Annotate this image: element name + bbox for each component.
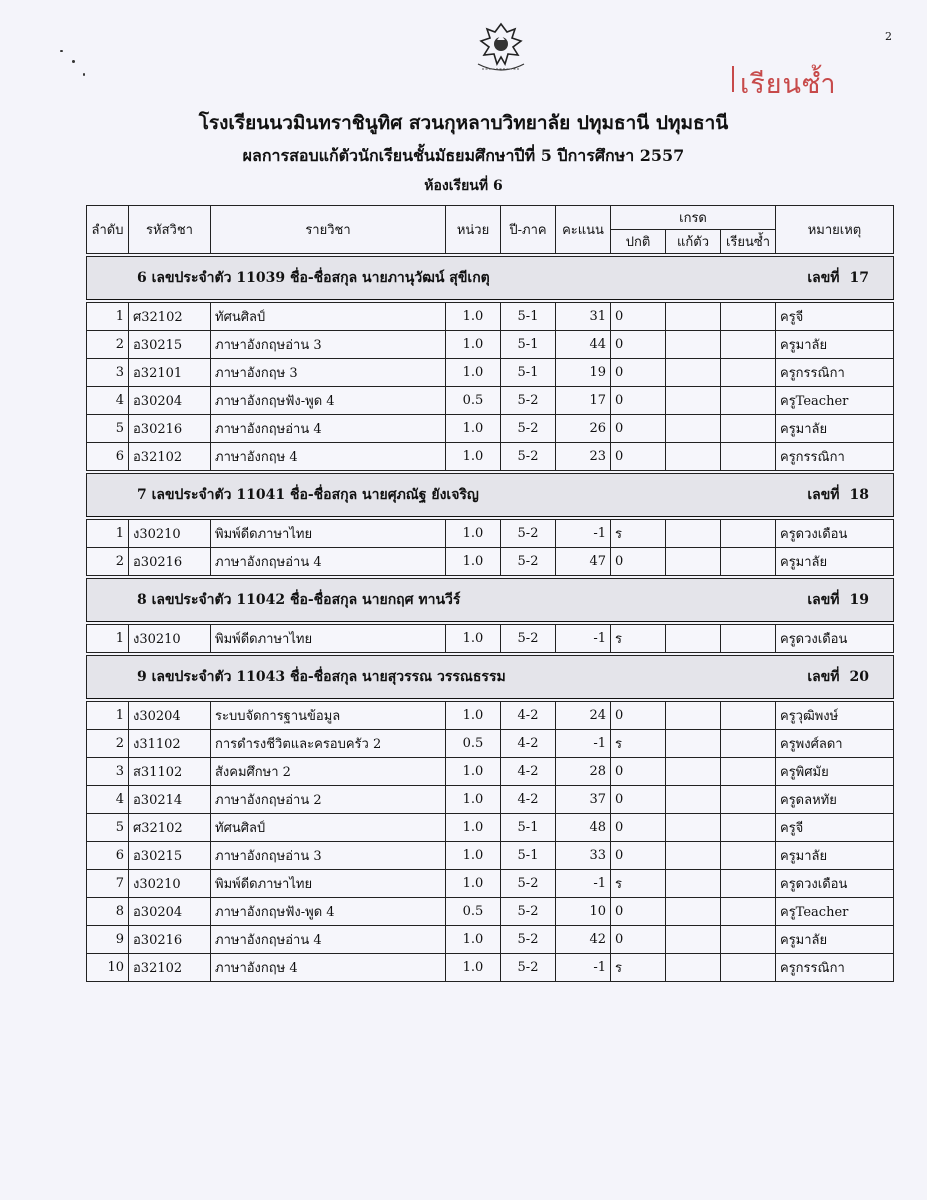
grade-normal: 0 xyxy=(611,814,666,842)
course-code: อ30214 xyxy=(129,786,211,814)
course-score: 47 xyxy=(556,548,611,576)
course-term: 5-2 xyxy=(501,870,556,898)
grade-normal: 0 xyxy=(611,842,666,870)
grade-fix xyxy=(666,303,721,331)
course-unit: 1.0 xyxy=(446,331,501,359)
course-score: 44 xyxy=(556,331,611,359)
course-code: ง30210 xyxy=(129,625,211,653)
student-info: 9 เลขประจำตัว 11043 ชื่อ-ชื่อสกุล นายสุวรรณ วรรณธรรม xyxy=(137,669,506,685)
course-number: 1 xyxy=(87,520,129,548)
grade-repeat xyxy=(721,814,776,842)
course-unit: 0.5 xyxy=(446,898,501,926)
header-grade-fix: แก้ตัว xyxy=(666,230,721,254)
teacher-remark: ครูกรรณิกา xyxy=(776,443,894,471)
course-row xyxy=(87,814,894,842)
course-number: 6 xyxy=(87,443,129,471)
student-seat xyxy=(807,666,889,688)
course-number: 2 xyxy=(87,548,129,576)
teacher-remark: ครูมาลัย xyxy=(776,331,894,359)
grade-fix xyxy=(666,520,721,548)
course-code: อ30216 xyxy=(129,548,211,576)
course-score: -1 xyxy=(556,954,611,982)
grade-repeat xyxy=(721,842,776,870)
course-unit: 0.5 xyxy=(446,387,501,415)
course-score: -1 xyxy=(556,625,611,653)
course-unit: 1.0 xyxy=(446,443,501,471)
course-unit: 1.0 xyxy=(446,926,501,954)
seat-number: 18 xyxy=(849,487,869,503)
grade-fix xyxy=(666,702,721,730)
student-seat xyxy=(807,267,889,289)
course-term: 4-2 xyxy=(501,730,556,758)
course-row xyxy=(87,415,894,443)
grade-repeat xyxy=(721,359,776,387)
stamp-mark xyxy=(732,66,734,92)
grade-repeat xyxy=(721,898,776,926)
teacher-remark: ครูมาลัย xyxy=(776,842,894,870)
course-number: 10 xyxy=(87,954,129,982)
student-info: 6 เลขประจำตัว 11039 ชื่อ-ชื่อสกุล นายภานุวัฒน์ สุขีเกตุ xyxy=(137,270,490,286)
course-unit: 1.0 xyxy=(446,870,501,898)
student-seat xyxy=(807,484,889,506)
header-code: รหัสวิชา xyxy=(129,206,211,254)
course-name: ทัศนศิลป์ xyxy=(211,814,446,842)
course-code: อ30215 xyxy=(129,842,211,870)
course-code: ง30204 xyxy=(129,702,211,730)
grade-fix xyxy=(666,786,721,814)
course-score: 24 xyxy=(556,702,611,730)
course-name: ภาษาอังกฤษอ่าน 3 xyxy=(211,331,446,359)
course-row xyxy=(87,625,894,653)
course-score: 37 xyxy=(556,786,611,814)
header-term: ปี-ภาค xyxy=(501,206,556,254)
grade-normal: ร xyxy=(611,870,666,898)
grade-repeat xyxy=(721,443,776,471)
course-row xyxy=(87,786,894,814)
student-info: 8 เลขประจำตัว 11042 ชื่อ-ชื่อสกุล นายกฤศ ทานวีร์ xyxy=(137,592,461,608)
teacher-remark: ครูดลหทัย xyxy=(776,786,894,814)
course-name: ภาษาอังกฤษอ่าน 4 xyxy=(211,926,446,954)
grade-repeat xyxy=(721,730,776,758)
course-term: 4-2 xyxy=(501,786,556,814)
course-row xyxy=(87,870,894,898)
course-number: 3 xyxy=(87,359,129,387)
course-name: ภาษาอังกฤษอ่าน 4 xyxy=(211,548,446,576)
course-row xyxy=(87,331,894,359)
student-header-row xyxy=(87,656,894,699)
scan-speck xyxy=(83,73,85,76)
course-number: 2 xyxy=(87,331,129,359)
course-score: -1 xyxy=(556,870,611,898)
grade-normal: 0 xyxy=(611,387,666,415)
course-score: 26 xyxy=(556,415,611,443)
teacher-remark: ครูพิศมัย xyxy=(776,758,894,786)
course-code: อ30215 xyxy=(129,331,211,359)
course-number: 1 xyxy=(87,702,129,730)
course-score: -1 xyxy=(556,520,611,548)
course-term: 5-1 xyxy=(501,814,556,842)
grade-repeat xyxy=(721,758,776,786)
course-name: พิมพ์ดีดภาษาไทย xyxy=(211,625,446,653)
student-info: 7 เลขประจำตัว 11041 ชื่อ-ชื่อสกุล นายศุภณัฐ ยังเจริญ xyxy=(137,487,479,503)
course-number: 6 xyxy=(87,842,129,870)
teacher-remark: ครูมาลัย xyxy=(776,926,894,954)
course-row xyxy=(87,898,894,926)
course-unit: 1.0 xyxy=(446,359,501,387)
grade-fix xyxy=(666,625,721,653)
seat-label: เลขที่ xyxy=(807,669,840,685)
course-row xyxy=(87,359,894,387)
course-code: ศ32102 xyxy=(129,303,211,331)
course-score: 48 xyxy=(556,814,611,842)
course-unit: 1.0 xyxy=(446,786,501,814)
course-row xyxy=(87,954,894,982)
course-row xyxy=(87,730,894,758)
course-unit: 1.0 xyxy=(446,303,501,331)
grade-normal: 0 xyxy=(611,702,666,730)
course-term: 5-2 xyxy=(501,548,556,576)
teacher-remark: ครูจี xyxy=(776,814,894,842)
seat-label: เลขที่ xyxy=(807,270,840,286)
student-header-cell xyxy=(87,656,894,699)
student-header-row xyxy=(87,257,894,300)
seat-number: 20 xyxy=(849,669,869,685)
course-name: ทัศนศิลป์ xyxy=(211,303,446,331)
grade-normal: ร xyxy=(611,954,666,982)
course-code: ง31102 xyxy=(129,730,211,758)
header-unit: หน่วย xyxy=(446,206,501,254)
course-unit: 1.0 xyxy=(446,548,501,576)
grade-fix xyxy=(666,926,721,954)
grade-repeat xyxy=(721,954,776,982)
scan-speck xyxy=(60,50,63,52)
grade-fix xyxy=(666,814,721,842)
course-unit: 0.5 xyxy=(446,730,501,758)
course-term: 5-2 xyxy=(501,898,556,926)
teacher-remark: ครูดวงเดือน xyxy=(776,520,894,548)
grade-fix xyxy=(666,443,721,471)
teacher-remark: ครูจี xyxy=(776,303,894,331)
course-score: 17 xyxy=(556,387,611,415)
grade-repeat xyxy=(721,303,776,331)
student-header-cell xyxy=(87,579,894,622)
course-number: 4 xyxy=(87,387,129,415)
student-header-row xyxy=(87,474,894,517)
header-grade: เกรด xyxy=(611,206,776,230)
course-code: อ30216 xyxy=(129,415,211,443)
grade-fix xyxy=(666,331,721,359)
grade-repeat xyxy=(721,387,776,415)
course-unit: 1.0 xyxy=(446,415,501,443)
course-code: อ30204 xyxy=(129,898,211,926)
grade-fix xyxy=(666,730,721,758)
course-unit: 1.0 xyxy=(446,814,501,842)
grade-repeat xyxy=(721,870,776,898)
course-row xyxy=(87,702,894,730)
course-number: 4 xyxy=(87,786,129,814)
grade-fix xyxy=(666,548,721,576)
course-term: 5-1 xyxy=(501,359,556,387)
teacher-remark: ครูดวงเดือน xyxy=(776,625,894,653)
course-term: 5-2 xyxy=(501,954,556,982)
course-name: ภาษาอังกฤษอ่าน 4 xyxy=(211,415,446,443)
course-name: ภาษาอังกฤษฟัง-พูด 4 xyxy=(211,387,446,415)
course-number: 3 xyxy=(87,758,129,786)
grade-repeat xyxy=(721,926,776,954)
grade-normal: ร xyxy=(611,730,666,758)
course-code: อ30204 xyxy=(129,387,211,415)
course-unit: 1.0 xyxy=(446,520,501,548)
classroom-label: ห้องเรียนที่ 6 xyxy=(424,178,503,194)
course-row xyxy=(87,520,894,548)
course-code: ศ32102 xyxy=(129,814,211,842)
course-term: 4-2 xyxy=(501,758,556,786)
course-score: -1 xyxy=(556,730,611,758)
scan-speck xyxy=(72,60,75,63)
course-number: 1 xyxy=(87,303,129,331)
course-name: ภาษาอังกฤษ 4 xyxy=(211,443,446,471)
course-row xyxy=(87,758,894,786)
teacher-remark: ครูวุฒิพงษ์ xyxy=(776,702,894,730)
page-number: 2 xyxy=(885,30,892,43)
teacher-remark: ครูกรรณิกา xyxy=(776,359,894,387)
student-header-cell xyxy=(87,257,894,300)
grade-normal: ร xyxy=(611,520,666,548)
course-term: 5-2 xyxy=(501,926,556,954)
repeat-stamp: เรียนซ้ำ xyxy=(740,69,837,100)
student-seat xyxy=(807,589,889,611)
teacher-remark: ครูมาลัย xyxy=(776,548,894,576)
course-name: พิมพ์ดีดภาษาไทย xyxy=(211,520,446,548)
course-term: 4-2 xyxy=(501,702,556,730)
course-unit: 1.0 xyxy=(446,758,501,786)
header-remark: หมายเหตุ xyxy=(776,206,894,254)
teacher-remark: ครูกรรณิกา xyxy=(776,954,894,982)
course-number: 5 xyxy=(87,814,129,842)
grade-fix xyxy=(666,842,721,870)
course-name: ภาษาอังกฤษ 3 xyxy=(211,359,446,387)
course-code: อ32102 xyxy=(129,443,211,471)
course-name: สังคมศึกษา 2 xyxy=(211,758,446,786)
course-row xyxy=(87,303,894,331)
grade-normal: 0 xyxy=(611,898,666,926)
grade-normal: 0 xyxy=(611,758,666,786)
course-code: ส31102 xyxy=(129,758,211,786)
course-code: ง30210 xyxy=(129,520,211,548)
seat-label: เลขที่ xyxy=(807,592,840,608)
course-unit: 1.0 xyxy=(446,842,501,870)
course-unit: 1.0 xyxy=(446,954,501,982)
course-name: ระบบจัดการฐานข้อมูล xyxy=(211,702,446,730)
course-name: ภาษาอังกฤษอ่าน 2 xyxy=(211,786,446,814)
course-number: 5 xyxy=(87,415,129,443)
header-no: ลำดับ xyxy=(87,206,129,254)
course-code: อ30216 xyxy=(129,926,211,954)
grade-fix xyxy=(666,359,721,387)
course-unit: 1.0 xyxy=(446,702,501,730)
teacher-remark: ครูพงศ์ลดา xyxy=(776,730,894,758)
grade-normal: 0 xyxy=(611,359,666,387)
course-term: 5-2 xyxy=(501,625,556,653)
grade-normal: 0 xyxy=(611,331,666,359)
course-score: 23 xyxy=(556,443,611,471)
course-name: การดำรงชีวิตและครอบครัว 2 xyxy=(211,730,446,758)
course-term: 5-1 xyxy=(501,331,556,359)
seat-label: เลขที่ xyxy=(807,487,840,503)
course-number: 9 xyxy=(87,926,129,954)
course-row xyxy=(87,926,894,954)
course-term: 5-1 xyxy=(501,303,556,331)
course-score: 42 xyxy=(556,926,611,954)
course-code: อ32102 xyxy=(129,954,211,982)
school-title: โรงเรียนนวมินทราชินูทิศ สวนกุหลาบวิทยาลัย ปทุมธานี ปทุมธานี xyxy=(198,112,729,134)
course-row xyxy=(87,842,894,870)
course-number: 8 xyxy=(87,898,129,926)
teacher-remark: ครูTeacher xyxy=(776,387,894,415)
course-score: 28 xyxy=(556,758,611,786)
course-number: 2 xyxy=(87,730,129,758)
grade-fix xyxy=(666,954,721,982)
grade-normal: 0 xyxy=(611,548,666,576)
grade-fix xyxy=(666,898,721,926)
grade-fix xyxy=(666,870,721,898)
course-name: ภาษาอังกฤษฟัง-พูด 4 xyxy=(211,898,446,926)
course-code: ง30210 xyxy=(129,870,211,898)
course-number: 7 xyxy=(87,870,129,898)
teacher-remark: ครูดวงเดือน xyxy=(776,870,894,898)
grade-repeat xyxy=(721,625,776,653)
student-header-cell xyxy=(87,474,894,517)
student-header-row xyxy=(87,579,894,622)
grades-table xyxy=(86,205,894,982)
grade-normal: ร xyxy=(611,625,666,653)
grade-repeat xyxy=(721,786,776,814)
course-term: 5-1 xyxy=(501,842,556,870)
grade-repeat xyxy=(721,548,776,576)
course-score: 33 xyxy=(556,842,611,870)
course-term: 5-2 xyxy=(501,520,556,548)
course-term: 5-2 xyxy=(501,387,556,415)
grade-repeat xyxy=(721,520,776,548)
course-row xyxy=(87,387,894,415)
course-score: 19 xyxy=(556,359,611,387)
grade-normal: 0 xyxy=(611,415,666,443)
course-score: 31 xyxy=(556,303,611,331)
grade-normal: 0 xyxy=(611,443,666,471)
course-row xyxy=(87,443,894,471)
course-code: อ32101 xyxy=(129,359,211,387)
seat-number: 19 xyxy=(849,592,869,608)
grade-normal: 0 xyxy=(611,786,666,814)
grade-normal: 0 xyxy=(611,303,666,331)
grade-repeat xyxy=(721,702,776,730)
header-course-name: รายวิชา xyxy=(211,206,446,254)
header-grade-repeat: เรียนซ้ำ xyxy=(721,230,776,254)
teacher-remark: ครูTeacher xyxy=(776,898,894,926)
course-score: 10 xyxy=(556,898,611,926)
grade-repeat xyxy=(721,331,776,359)
course-term: 5-2 xyxy=(501,443,556,471)
header-grade-normal: ปกติ xyxy=(611,230,666,254)
report-subtitle: ผลการสอบแก้ตัวนักเรียนชั้นมัธยมศึกษาปีที่ 5 ปีการศึกษา 2557 xyxy=(242,146,685,165)
header-score: คะแนน xyxy=(556,206,611,254)
grade-fix xyxy=(666,387,721,415)
grade-fix xyxy=(666,758,721,786)
grade-fix xyxy=(666,415,721,443)
seat-number: 17 xyxy=(849,270,869,286)
course-name: ภาษาอังกฤษ 4 xyxy=(211,954,446,982)
course-unit: 1.0 xyxy=(446,625,501,653)
course-row xyxy=(87,548,894,576)
course-name: ภาษาอังกฤษอ่าน 3 xyxy=(211,842,446,870)
course-number: 1 xyxy=(87,625,129,653)
course-name: พิมพ์ดีดภาษาไทย xyxy=(211,870,446,898)
teacher-remark: ครูมาลัย xyxy=(776,415,894,443)
school-emblem-icon xyxy=(470,20,532,74)
course-term: 5-2 xyxy=(501,415,556,443)
grade-normal: 0 xyxy=(611,926,666,954)
grade-repeat xyxy=(721,415,776,443)
